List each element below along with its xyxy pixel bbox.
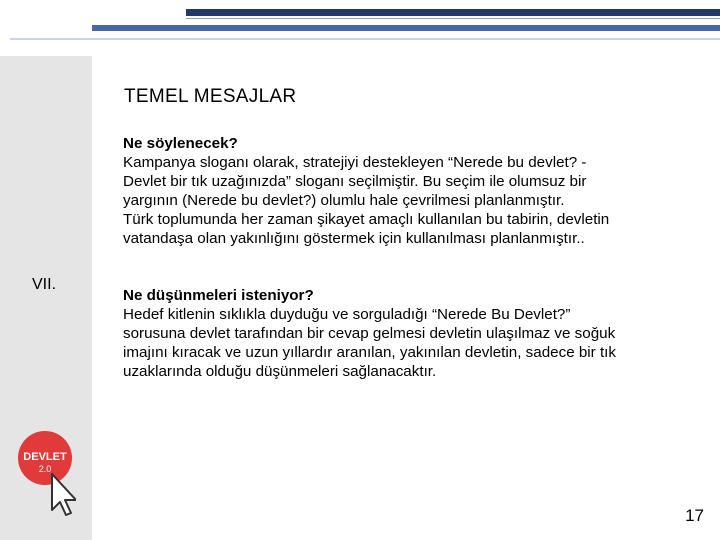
header-bar-light [10,38,720,40]
text-line: Hedef kitlenin sıklıkla duyduğu ve sorguladığı “Nerede Bu Devlet?” [123,306,571,323]
logo-text-version: 2.0 [38,464,52,474]
header-bar-dark [186,9,720,16]
content-block-what-to-say [123,134,708,248]
section-number: VII. [32,276,57,293]
text-line: uzaklarında olduğu düşünmeleri sağlanacaktır. [123,363,437,380]
text-line: sorusuna devlet tarafından bir cevap gelmesi devletin ulaşılmaz ve soğuk [123,325,616,342]
page-number: 17 [685,506,704,525]
text-line: Türk toplumunda her zaman şikayet amaçlı kullanılan bu tabirin, devletin [123,211,610,228]
content-block-what-to-think [123,286,708,381]
text-line: yargının (Nerede bu devlet?) olumlu hale çevrilmesi planlanmıştır. [123,192,565,209]
header-bar-line [186,18,720,19]
devlet-logo-icon [16,428,76,518]
header-bar-blue [92,25,720,31]
slide-title: TEMEL MESAJLAR [124,86,297,107]
text-line: Kampanya sloganı olarak, stratejiyi destekleyen “Nerede bu devlet? - [123,154,587,171]
text-line: Devlet bir tık uzağınızda” sloganı seçilmiştir. Bu seçim ile olumsuz bir [123,173,587,190]
logo-text-devlet: DEVLET [23,451,67,463]
block-heading: Ne düşünmeleri isteniyor? [123,287,314,304]
text-line: imajını kıracak ve uzun yıllardır aranılan, yakınılan devletin, sadece bir tık [123,344,616,361]
devlet-logo [16,428,76,518]
block-heading: Ne söylenecek? [123,135,238,152]
cursor-icon [52,474,76,515]
text-line: vatandaşa olan yakınlığını göstermek için kullanılması planlanmıştır.. [123,230,585,247]
